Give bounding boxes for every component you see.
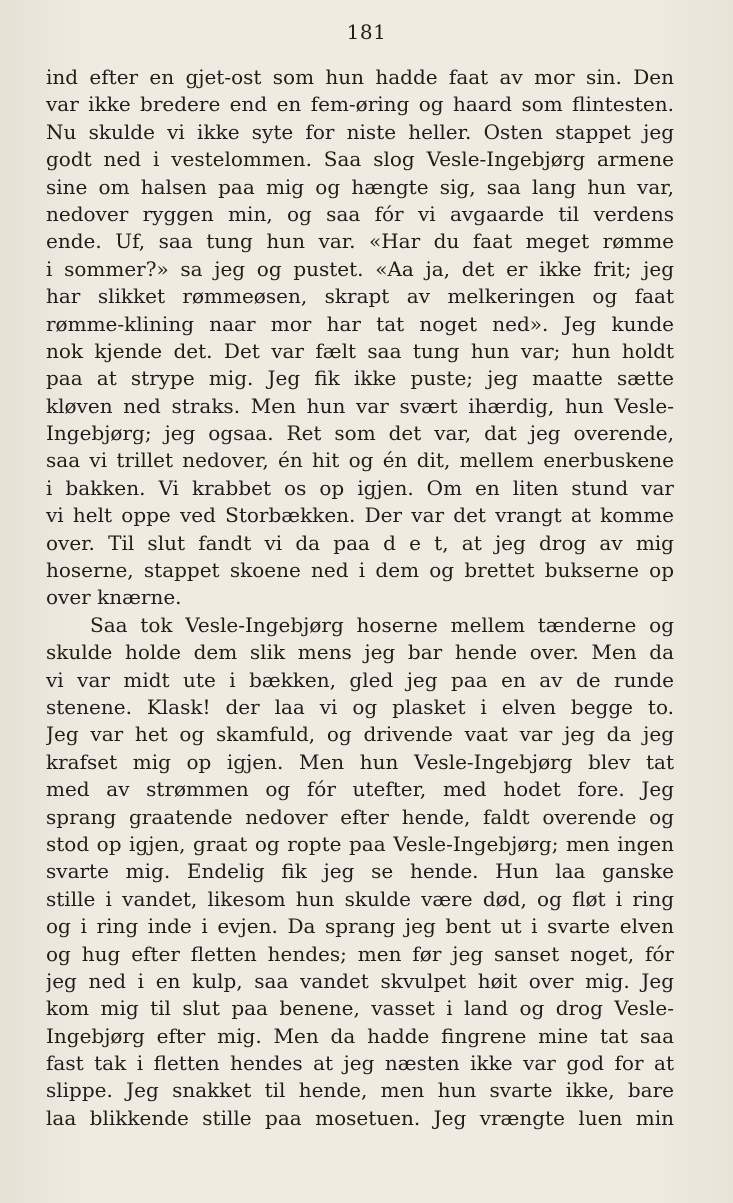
text-line: godt ned i vestelommen. Saa slog Vesle-Ingebjørg armene — [46, 147, 674, 172]
text-line: nedover ryggen min, og saa fór vi avgaarde til verdens — [46, 201, 674, 226]
text-line: kløven ned straks. Men hun var svært ihærdig, hun Vesle- — [46, 393, 674, 418]
text-line: laa blikkende stille paa mosetuen. Jeg vrængte luen min — [46, 1105, 674, 1130]
text-line: i sommer?» sa jeg og pustet. «Aa ja, det er ikke frit; jeg — [46, 256, 674, 281]
text-line: stenene. Klask! der laa vi og plasket i elven begge to. — [46, 694, 674, 719]
text-line: ind efter en gjet-ost som hun hadde faat av mor sin. Den — [46, 65, 674, 89]
text-line: sine om halsen paa mig og hængte sig, saa lang hun var, — [46, 174, 674, 199]
text-line: har slikket rømmeøsen, skrapt av melkeringen og faat — [46, 284, 674, 309]
text-line: og hug efter fletten hendes; men før jeg sanset noget, fór — [46, 941, 674, 966]
text-line: sprang graatende nedover efter hende, faldt overende og — [46, 804, 674, 829]
text-line: ende. Uf, saa tung hun var. «Har du faat meget rømme — [46, 229, 674, 254]
text-line: var ikke bredere end en fem-øring og haard som flintesten. — [46, 92, 674, 117]
text-line: hoserne, stappet skoene ned i dem og brettet bukserne op — [46, 558, 674, 583]
text-line: krafset mig op igjen. Men hun Vesle-Ingebjørg blev tat — [46, 749, 674, 774]
text-line: nok kjende det. Det var fælt saa tung hun var; hun holdt — [46, 338, 674, 363]
text-line: Ingebjørg efter mig. Men da hadde fingrene mine tat saa — [46, 1023, 674, 1048]
text-line: vi var midt ute i bækken, gled jeg paa en av de runde — [46, 667, 674, 692]
text-line: over knærne. — [46, 585, 182, 610]
text-line: vi helt oppe ved Storbækken. Der var det vrangt at komme — [46, 503, 674, 528]
text-line: stille i vandet, likesom hun skulde være død, og fløt i ring — [46, 886, 674, 911]
text-line: stod op igjen, graat og ropte paa Vesle-Ingebjørg; men ingen — [46, 831, 674, 856]
text-line: i bakken. Vi krabbet os op igjen. Om en liten stund var — [46, 475, 674, 500]
text-line: Saa tok Vesle-Ingebjørg hoserne mellem tænderne og — [90, 612, 674, 637]
text-line: og i ring inde i evjen. Da sprang jeg bent ut i svarte elven — [46, 914, 674, 939]
text-line: skulde holde dem slik mens jeg bar hende over. Men da — [46, 640, 674, 665]
text-line: svarte mig. Endelig fik jeg se hende. Hun laa ganske — [46, 859, 674, 884]
body-text — [46, 64, 674, 1132]
page-number: 181 — [346, 20, 387, 44]
text-line: Jeg var het og skamfuld, og drivende vaat var jeg da jeg — [46, 722, 674, 747]
text-line: med av strømmen og fór utefter, med hodet fore. Jeg — [46, 777, 674, 802]
text-line: Nu skulde vi ikke syte for niste heller. Osten stappet jeg — [46, 119, 674, 144]
text-line: slippe. Jeg snakket til hende, men hun svarte ikke, bare — [46, 1078, 674, 1103]
text-line: rømme-klining naar mor har tat noget ned». Jeg kunde — [46, 311, 674, 336]
text-line: kom mig til slut paa benene, vasset i land og drog Vesle- — [46, 996, 674, 1021]
text-line: Ingebjørg; jeg ogsaa. Ret som det var, dat jeg overende, — [46, 421, 674, 446]
text-line: over. Til slut fandt vi da paa d e t, at jeg drog av mig — [46, 530, 674, 555]
text-line: fast tak i fletten hendes at jeg næsten ikke var god for at — [46, 1051, 674, 1076]
text-line: saa vi trillet nedover, én hit og én dit, mellem enerbuskene — [46, 448, 674, 473]
text-line: paa at strype mig. Jeg fik ikke puste; jeg maatte sætte — [46, 366, 674, 391]
text-line: jeg ned i en kulp, saa vandet skvulpet høit over mig. Jeg — [46, 968, 674, 993]
